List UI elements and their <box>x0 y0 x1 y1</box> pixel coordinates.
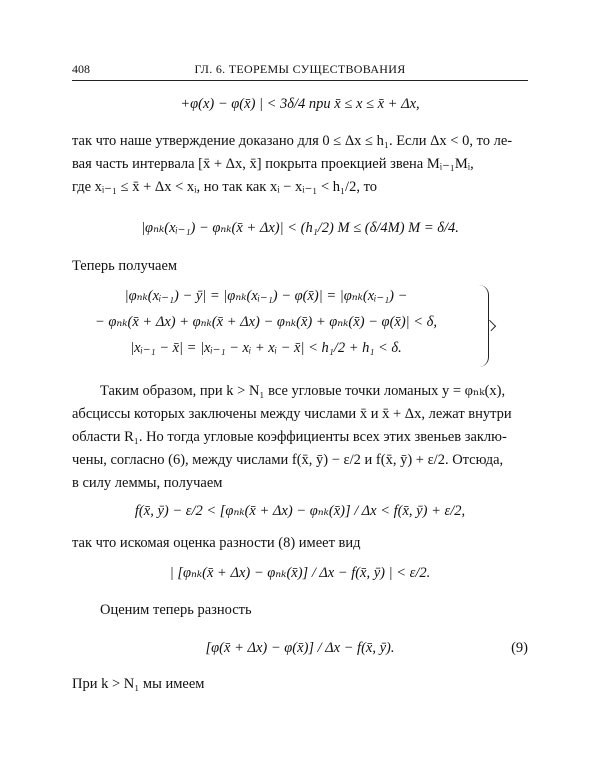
system-line-2: − φₙₖ(x̄ + Δx) + φₙₖ(x̄ + Δx) − φₙₖ(x̄) + φₙₖ(x̄) − φ(x̄)| < δ, <box>94 314 438 330</box>
equation-3: f(x̄, ȳ) − ε/2 < [φₙₖ(x̄ + Δx) − φₙₖ(x̄)] / Δx < f(x̄, ȳ) + ε/2, <box>134 503 466 519</box>
page-number: 408 <box>72 62 90 76</box>
paragraph-3-line-3: области R₁. Но тогда угловые коэффициенты всех этих звеньев заклю- <box>72 429 507 445</box>
paragraph-5: Оценим теперь разность <box>100 602 252 618</box>
paragraph-1-line-1: так что наше утверждение доказано для 0 ≤ Δx ≤ h₁. Если Δx < 0, то ле- <box>72 133 513 149</box>
equation-4: | [φₙₖ(x̄ + Δx) − φₙₖ(x̄)] / Δx − f(x̄, ȳ) | < ε/2. <box>169 565 431 581</box>
paragraph-1-line-2: вая часть интервала [x̄ + Δx, x̄] покрыта проекцией звена Mᵢ₋₁Mᵢ, <box>72 156 474 172</box>
system-line-3: |xᵢ₋₁ − x̄| = |xᵢ₋₁ − xᵢ + xᵢ − x̄| < h₁/2 + h₁ < δ. <box>130 340 402 356</box>
running-title: ГЛ. 6. ТЕОРЕМЫ СУЩЕСТВОВАНИЯ <box>194 62 406 76</box>
system-line-1: |φₙₖ(xᵢ₋₁) − ȳ| = |φₙₖ(xᵢ₋₁) − φ(x̄)| = |φₙₖ(xᵢ₋₁) − <box>124 288 408 304</box>
paragraph-6: При k > N₁ мы имеем <box>72 676 205 692</box>
paragraph-3-line-2: абсциссы которых заключены между числами x̄ и x̄ + Δx, лежат внутри <box>72 406 512 422</box>
equation-2: |φₙₖ(xᵢ₋₁) − φₙₖ(x̄ + Δx)| < (h₁/2) M ≤ (δ/4M) M = δ/4. <box>141 220 459 236</box>
equation-1: +φ(x) − φ(x̄) | < 3δ/4 при x̄ ≤ x ≤ x̄ + Δx, <box>180 96 420 112</box>
paragraph-3-line-1: Таким образом, при k > N₁ все угловые точки ломаных y = φₙₖ(x), <box>100 383 506 399</box>
paragraph-2: Теперь получаем <box>72 258 178 274</box>
paragraph-4: так что искомая оценка разности (8) имеет вид <box>72 535 361 551</box>
page-header <box>72 62 528 81</box>
paragraph-3-line-4: чены, согласно (6), между числами f(x̄, ȳ) − ε/2 и f(x̄, ȳ) + ε/2. Отсюда, <box>72 452 504 468</box>
paragraph-3-line-5: в силу леммы, получаем <box>72 475 223 491</box>
equation-5-number: (9) <box>511 640 528 656</box>
paragraph-1-line-3: где xᵢ₋₁ ≤ x̄ + Δx < xᵢ, но так как xᵢ − xᵢ₋₁ < h₁/2, то <box>72 179 377 195</box>
equation-5: [φ(x̄ + Δx) − φ(x̄)] / Δx − f(x̄, ȳ). <box>205 640 395 656</box>
